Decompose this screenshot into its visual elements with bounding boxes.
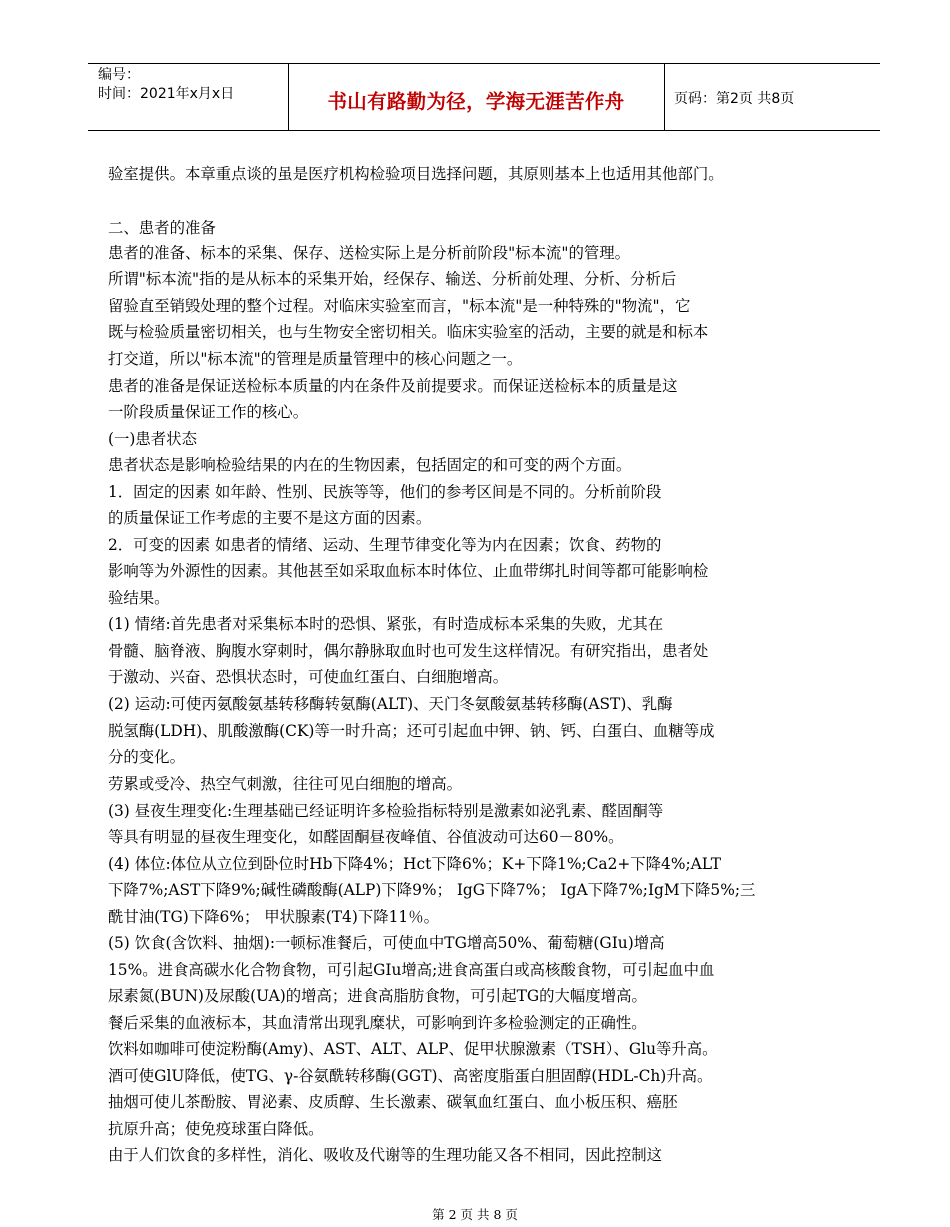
- body-line: 1．固定的因素 如年龄、性别、民族等等，他们的参考区间是不同的。分析前阶段: [108, 483, 662, 501]
- body-line: 验室提供。本章重点谈的虽是医疗机构检验项目选择问题，其原则基本上也适用其他部门。: [108, 165, 724, 183]
- body-line: 抽烟可使儿茶酚胺、胃泌素、皮质醇、生长激素、碳氧血红蛋白、血小板压积、癌胚: [108, 1093, 678, 1111]
- header-date-label: 时间：2021年x月x日: [98, 86, 235, 102]
- header-motto: 书山有路勤为径，学海无涯苦作舟: [327, 90, 625, 113]
- body-line: 患者状态是影响检验结果的内在的生物因素，包括固定的和可变的两个方面。: [108, 456, 632, 474]
- body-line: 验结果。: [108, 589, 170, 607]
- body-line: (一)患者状态: [108, 430, 197, 448]
- page-footer: 第 2 页 共 8 页: [432, 1207, 518, 1222]
- body-line: 由于人们饮食的多样性，消化、吸收及代谢等的生理功能又各不相同，因此控制这: [108, 1146, 663, 1164]
- body-line: 的质量保证工作考虑的主要不是这方面的因素。: [108, 509, 432, 527]
- body-line: 饮料如咖啡可使淀粉酶(Amy)、AST、ALT、ALP、促甲状腺激素（TSH）、Glu等升高。: [108, 1040, 718, 1058]
- body-line: 劳累或受冷、热空气刺激，往往可见白细胞的增高。: [108, 775, 462, 793]
- body-line: (2) 运动:可使丙氨酸氨基转移酶转氨酶(ALT)、天门冬氨酸氨基转移酶(AST)、乳酶: [108, 695, 673, 713]
- body-line: 二、患者的准备: [108, 219, 216, 237]
- body-line: 酰甘油(TG)下降6%； 甲状腺素(T4)下降11％。: [108, 908, 439, 926]
- body-line: 等具有明显的昼夜生理变化，如醛固酮昼夜峰值、谷值波动可达60－80%。: [108, 828, 624, 846]
- body-line: 抗原升高；使免疫球蛋白降低。: [108, 1120, 324, 1138]
- header-number-label: 编号：: [98, 67, 140, 83]
- body-line: (3) 昼夜生理变化:生理基础已经证明许多检验指标特别是激素如泌乳素、醛固酮等: [108, 802, 664, 820]
- header-divider-right: [664, 63, 665, 130]
- body-line: 脱氢酶(LDH)、肌酸激酶(CK)等一时升高；还可引起血中钾、钠、钙、白蛋白、血糖等成: [108, 722, 715, 740]
- body-line: (4) 体位:体位从立位到卧位时Hb下降4%；Hct下降6%；K+下降1%;Ca2+下降4%;ALT: [108, 855, 721, 873]
- body-line: 患者的准备是保证送检标本质量的内在条件及前提要求。而保证送检标本的质量是这: [108, 377, 678, 395]
- body-line: 2．可变的因素 如患者的情绪、运动、生理节律变化等为内在因素；饮食、药物的: [108, 536, 662, 554]
- body-line: 留验直至销毁处理的整个过程。对临床实验室而言，"标本流"是一种特殊的"物流"，它: [108, 297, 691, 315]
- body-line: 分的变化。: [108, 748, 185, 766]
- body-line: 所谓"标本流"指的是从标本的采集开始，经保存、输送、分析前处理、分析、分析后: [108, 270, 677, 288]
- header-top-rule: [88, 63, 880, 64]
- body-line: 下降7%;AST下降9%;碱性磷酸酶(ALP)下降9%； IgG下降7%； IgA下降7%;IgM下降5%;三: [108, 881, 756, 899]
- header-page-label: 页码：第2页 共8页: [674, 91, 795, 107]
- body-line: 餐后采集的血液标本，其血清常出现乳糜状，可影响到许多检验测定的正确性。: [108, 1014, 647, 1032]
- body-line: (5) 饮食(含饮料、抽烟):一顿标准餐后，可使血中TG增高50%、葡萄糖(GIu)增高: [108, 934, 665, 952]
- body-line: (1) 情绪:首先患者对采集标本时的恐惧、紧张，有时造成标本采集的失败，尤其在: [108, 615, 664, 633]
- header-bottom-rule: [88, 130, 880, 131]
- body-line: 既与检验质量密切相关，也与生物安全密切相关。临床实验室的活动，主要的就是和标本: [108, 323, 709, 341]
- body-line: 打交道，所以"标本流"的管理是质量管理中的核心问题之一。: [108, 350, 523, 368]
- body-line: 于激动、兴奋、恐惧状态时，可使血红蛋白、白细胞增高。: [108, 668, 509, 686]
- body-line: 影响等为外源性的因素。其他甚至如采取血标本时体位、止血带绑扎时间等都可能影响检: [108, 562, 709, 580]
- body-line: 骨髓、脑脊液、胸腹水穿刺时，偶尔静脉取血时也可发生这样情况。有研究指出，患者处: [108, 642, 709, 660]
- header-meta: [98, 66, 234, 104]
- body-line: 一阶段质量保证工作的核心。: [108, 403, 309, 421]
- body-line: 酒可使GlU降低，使TG、γ-谷氨酰转移酶(GGT)、高密度脂蛋白胆固醇(HDL-Ch)升高。: [108, 1067, 713, 1085]
- body-line: 患者的准备、标本的采集、保存、送检实际上是分析前阶段"标本流"的管理。: [108, 244, 631, 262]
- body-line: 15%。进食高碳水化合物食物，可引起GIu增高;进食高蛋白或高核酸食物，可引起血中血: [108, 961, 715, 979]
- body-line: 尿素氮(BUN)及尿酸(UA)的增高；进食高脂肪食物，可引起TG的大幅度增高。: [108, 987, 647, 1005]
